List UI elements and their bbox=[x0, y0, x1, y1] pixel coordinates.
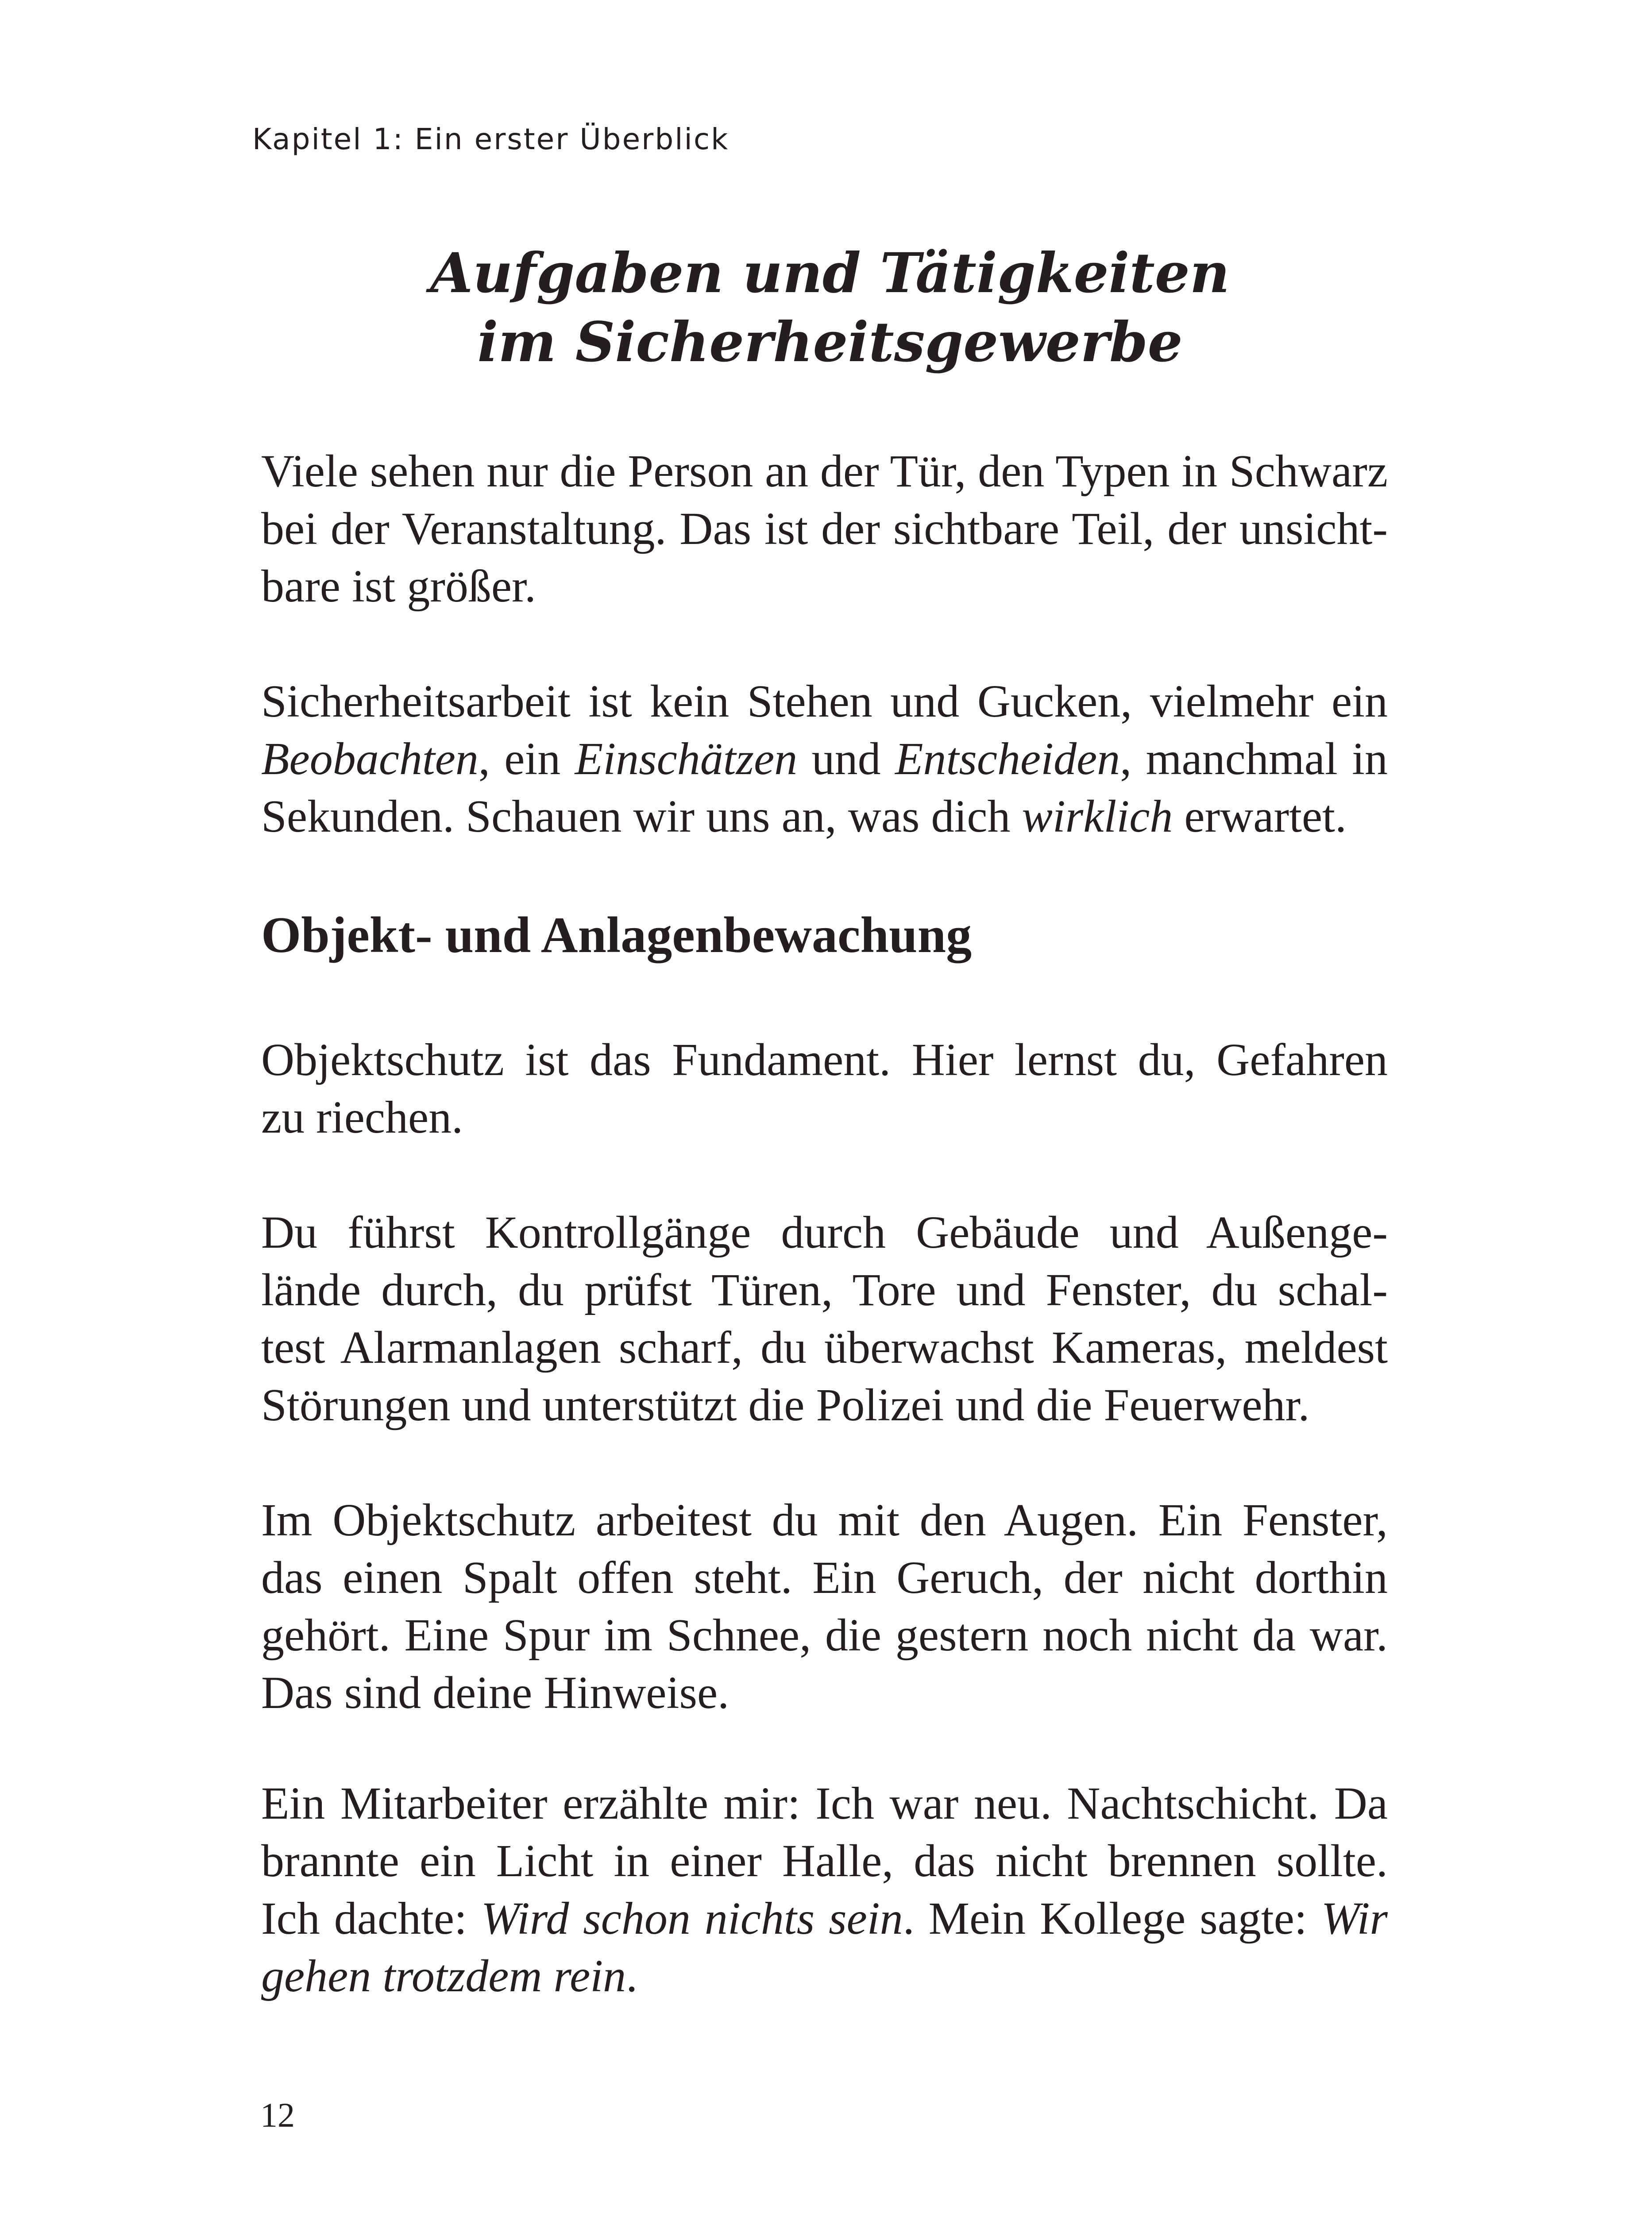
paragraph-object-protection bbox=[261, 1031, 1388, 1146]
paragraph-intro bbox=[261, 443, 1388, 615]
text-line bbox=[261, 730, 1388, 788]
chapter-title bbox=[261, 239, 1399, 377]
paragraph-observation bbox=[261, 1492, 1388, 1722]
text-run: . Mein Kollege sagte: bbox=[903, 1893, 1321, 1944]
text-line: Ein Mitarbeiter erzählte mir: Ich war neu. Nachtschicht. Da bbox=[261, 1778, 1388, 1829]
chapter-title-line-2: im Sicherheitsgewerbe bbox=[477, 310, 1183, 374]
running-head: Kapitel 1: Ein erster Überblick bbox=[252, 122, 730, 156]
emphasis: Wir bbox=[1321, 1893, 1388, 1944]
emphasis: gehen trotzdem rein bbox=[261, 1951, 626, 2001]
text-line: Viele sehen nur die Person an der Tür, den Typen in Schwarz bbox=[261, 446, 1388, 497]
text-run: Ich dachte: bbox=[261, 1893, 481, 1944]
text-run: , manchmal in bbox=[1120, 733, 1388, 784]
text-line: Du führst Kontrollgänge durch Gebäude und Außenge- bbox=[261, 1207, 1388, 1258]
emphasis: Einschätzen bbox=[575, 733, 798, 784]
paragraph-security-work bbox=[261, 673, 1388, 845]
text-run: und bbox=[797, 733, 895, 784]
text-line: test Alarmanlagen scharf, du überwachst Kameras, meldest bbox=[261, 1322, 1388, 1373]
text-line bbox=[261, 1890, 1388, 1947]
text-line: bei der Veranstaltung. Das ist der sichtbare Teil, der unsicht- bbox=[261, 503, 1388, 554]
chapter-title-line-1: Aufgaben und Tätigkeiten bbox=[430, 241, 1230, 305]
text-line: Das sind deine Hinweise. bbox=[261, 1667, 730, 1718]
text-run: , ein bbox=[478, 733, 575, 784]
emphasis: Beobachten bbox=[261, 733, 479, 784]
emphasis: wirklich bbox=[1022, 791, 1173, 842]
section-heading: Objekt- und Anlagenbewachung bbox=[261, 907, 972, 964]
emphasis: Wird schon nichts sein bbox=[481, 1893, 903, 1944]
text-line: lände durch, du prüfst Türen, Tore und Fenster, du schal- bbox=[261, 1265, 1388, 1315]
text-run: . bbox=[626, 1951, 638, 2001]
text-run: erwartet. bbox=[1173, 791, 1347, 842]
text-line: Im Objektschutz arbeitest du mit den Augen. Ein Fenster, bbox=[261, 1495, 1388, 1546]
text-line bbox=[261, 788, 1388, 845]
text-line: Objektschutz ist das Fundament. Hier lernst du, Gefahren bbox=[261, 1034, 1388, 1085]
text-line: gehört. Eine Spur im Schnee, die gestern noch nicht da war. bbox=[261, 1610, 1388, 1661]
text-line: brannte ein Licht in einer Halle, das nicht brennen sollte. bbox=[261, 1835, 1388, 1886]
paragraph-anecdote bbox=[261, 1775, 1388, 2005]
text-line bbox=[261, 1947, 1388, 2005]
emphasis: Entscheiden bbox=[895, 733, 1120, 784]
text-line: bare ist größer. bbox=[261, 561, 536, 612]
text-line: Sicherheitsarbeit ist kein Stehen und Gucken, vielmehr ein bbox=[261, 676, 1388, 727]
page-number: 12 bbox=[260, 2096, 295, 2134]
text-line: Störungen und unterstützt die Polizei und die Feuerwehr. bbox=[261, 1380, 1310, 1430]
text-line: das einen Spalt offen steht. Ein Geruch, der nicht dorthin bbox=[261, 1552, 1388, 1603]
text-run: Sekunden. Schauen wir uns an, was dich bbox=[261, 791, 1022, 842]
text-line: zu riechen. bbox=[261, 1092, 463, 1143]
paragraph-patrols bbox=[261, 1204, 1388, 1434]
